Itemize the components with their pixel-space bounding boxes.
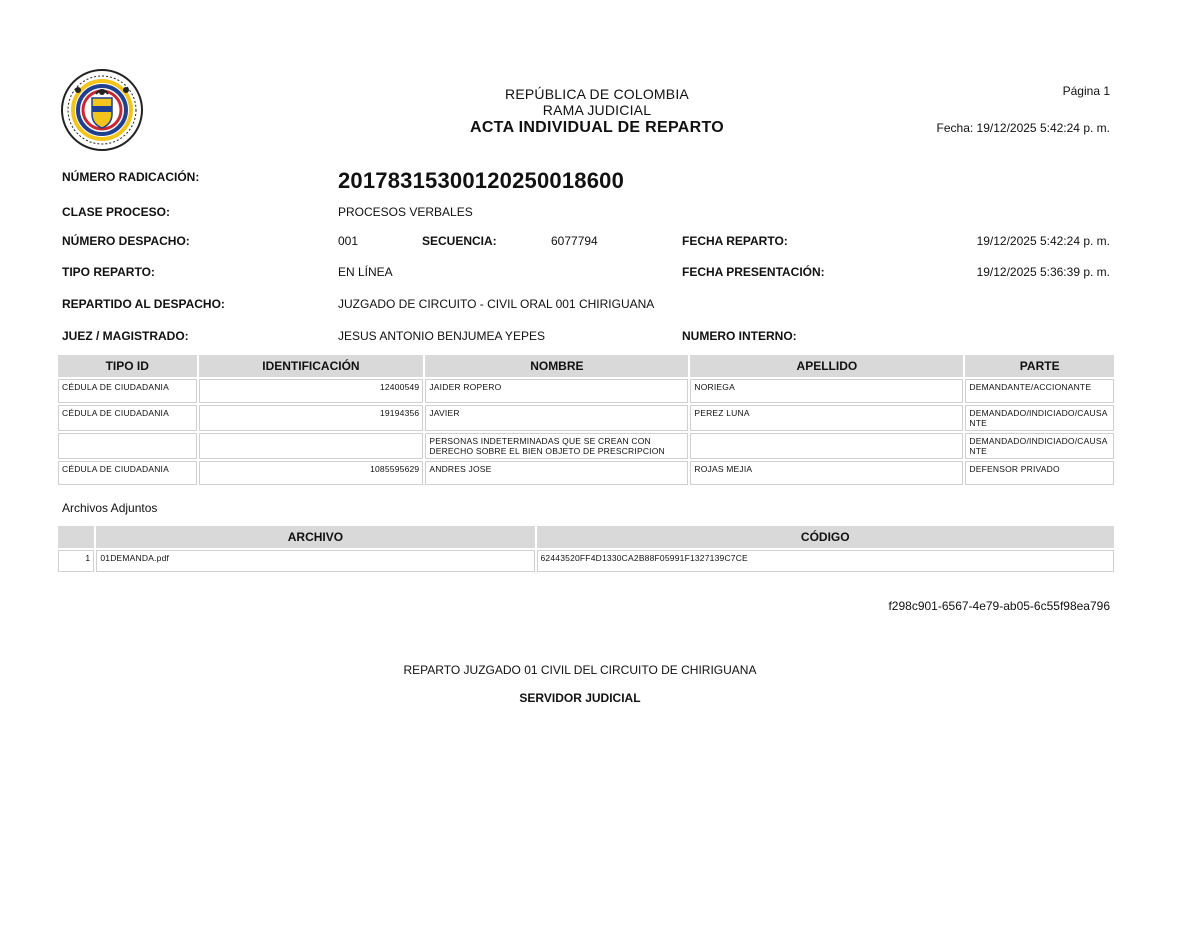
clase-proceso-value: PROCESOS VERBALES xyxy=(338,205,473,219)
cell-codigo: 62443520FF4D1330CA2B88F05991F1327139C7CE xyxy=(537,550,1115,572)
numero-interno-label: NUMERO INTERNO: xyxy=(682,329,797,343)
cell-tipo-id: CÉDULA DE CIUDADANIA xyxy=(58,379,197,403)
despacho-value: 001 xyxy=(338,234,359,248)
cell-apellido: PEREZ LUNA xyxy=(690,405,963,431)
parties-table xyxy=(56,353,1116,487)
attachments-table xyxy=(56,524,1116,574)
juez-value: JESUS ANTONIO BENJUMEA YEPES xyxy=(338,329,545,343)
header-nombre: NOMBRE xyxy=(425,355,688,377)
tipo-reparto-value: EN LÍNEA xyxy=(338,265,393,279)
cell-tipo-id: CÉDULA DE CIUDADANIA xyxy=(58,461,197,485)
header-line-republica: REPÚBLICA DE COLOMBIA xyxy=(505,86,689,102)
cell-parte: DEMANDADO/INDICIADO/CAUSANTE xyxy=(965,405,1114,431)
cell-apellido: NORIEGA xyxy=(690,379,963,403)
header-apellido: APELLIDO xyxy=(690,355,963,377)
fecha-reparto-label: FECHA REPARTO: xyxy=(682,234,788,248)
header-codigo: CÓDIGO xyxy=(537,526,1115,548)
servidor-judicial: SERVIDOR JUDICIAL xyxy=(519,691,641,705)
table-row xyxy=(58,433,1114,459)
despacho-label: NÚMERO DESPACHO: xyxy=(62,234,190,248)
cell-identificacion: 12400549 xyxy=(199,379,424,403)
rama-judicial-seal-icon xyxy=(58,68,146,152)
cell-parte: DEFENSOR PRIVADO xyxy=(965,461,1114,485)
tipo-reparto-label: TIPO REPARTO: xyxy=(62,265,155,279)
cell-parte: DEMANDADO/INDICIADO/CAUSANTE xyxy=(965,433,1114,459)
header-line-rama: RAMA JUDICIAL xyxy=(542,102,652,118)
cell-apellido: ROJAS MEJIA xyxy=(690,461,963,485)
secuencia-label: SECUENCIA: xyxy=(422,234,497,248)
cell-identificacion xyxy=(199,433,424,459)
header-identificacion: IDENTIFICACIÓN xyxy=(199,355,424,377)
cell-nombre: JAIDER ROPERO xyxy=(425,379,688,403)
repartido-value: JUZGADO DE CIRCUITO - CIVIL ORAL 001 CHIRIGUANA xyxy=(338,297,655,311)
radicacion-value: 20178315300120250018600 xyxy=(338,168,625,193)
table-row xyxy=(58,461,1114,485)
print-date: Fecha: 19/12/2025 5:42:24 p. m. xyxy=(936,121,1110,135)
radicacion-label: NÚMERO RADICACIÓN: xyxy=(62,170,200,184)
table-row xyxy=(58,550,1114,572)
attachments-caption: Archivos Adjuntos xyxy=(62,501,158,515)
secuencia-value: 6077794 xyxy=(551,234,598,248)
cell-nombre: ANDRES JOSE xyxy=(425,461,688,485)
parties-header-row xyxy=(58,355,1114,377)
cell-tipo-id: CÉDULA DE CIUDADANIA xyxy=(58,405,197,431)
cell-identificacion: 19194356 xyxy=(199,405,424,431)
cell-identificacion: 1085595629 xyxy=(199,461,424,485)
attachments-header-row xyxy=(58,526,1114,548)
cell-nombre: JAVIER xyxy=(425,405,688,431)
header-archivo: ARCHIVO xyxy=(96,526,534,548)
fecha-presentacion-value: 19/12/2025 5:36:39 p. m. xyxy=(976,265,1110,279)
juez-label: JUEZ / MAGISTRADO: xyxy=(62,329,189,343)
attachment-file-link[interactable]: 01DEMANDA.pdf xyxy=(96,550,534,572)
repartido-label: REPARTIDO AL DESPACHO: xyxy=(62,297,225,311)
table-row xyxy=(58,379,1114,403)
header-tipo-id: TIPO ID xyxy=(58,355,197,377)
fecha-reparto-value: 19/12/2025 5:42:24 p. m. xyxy=(976,234,1110,248)
page-number: Página 1 xyxy=(1062,84,1110,98)
cell-tipo-id xyxy=(58,433,197,459)
header-index xyxy=(58,526,94,548)
document-hash: f298c901-6567-4e79-ab05-6c55f98ea796 xyxy=(888,599,1110,613)
document-title: ACTA INDIVIDUAL DE REPARTO xyxy=(469,119,725,136)
clase-proceso-label: CLASE PROCESO: xyxy=(62,205,171,219)
cell-index: 1 xyxy=(58,550,94,572)
cell-apellido xyxy=(690,433,963,459)
fecha-presentacion-label: FECHA PRESENTACIÓN: xyxy=(682,265,825,279)
header-parte: PARTE xyxy=(965,355,1114,377)
cell-parte: DEMANDANTE/ACCIONANTE xyxy=(965,379,1114,403)
cell-nombre: PERSONAS INDETERMINADAS QUE SE CREAN CON DERECHO SOBRE EL BIEN OBJETO DE PRESCRIPCION xyxy=(425,433,688,459)
reparto-footer: REPARTO JUZGADO 01 CIVIL DEL CIRCUITO DE CHIRIGUANA xyxy=(403,663,757,677)
table-row xyxy=(58,405,1114,431)
